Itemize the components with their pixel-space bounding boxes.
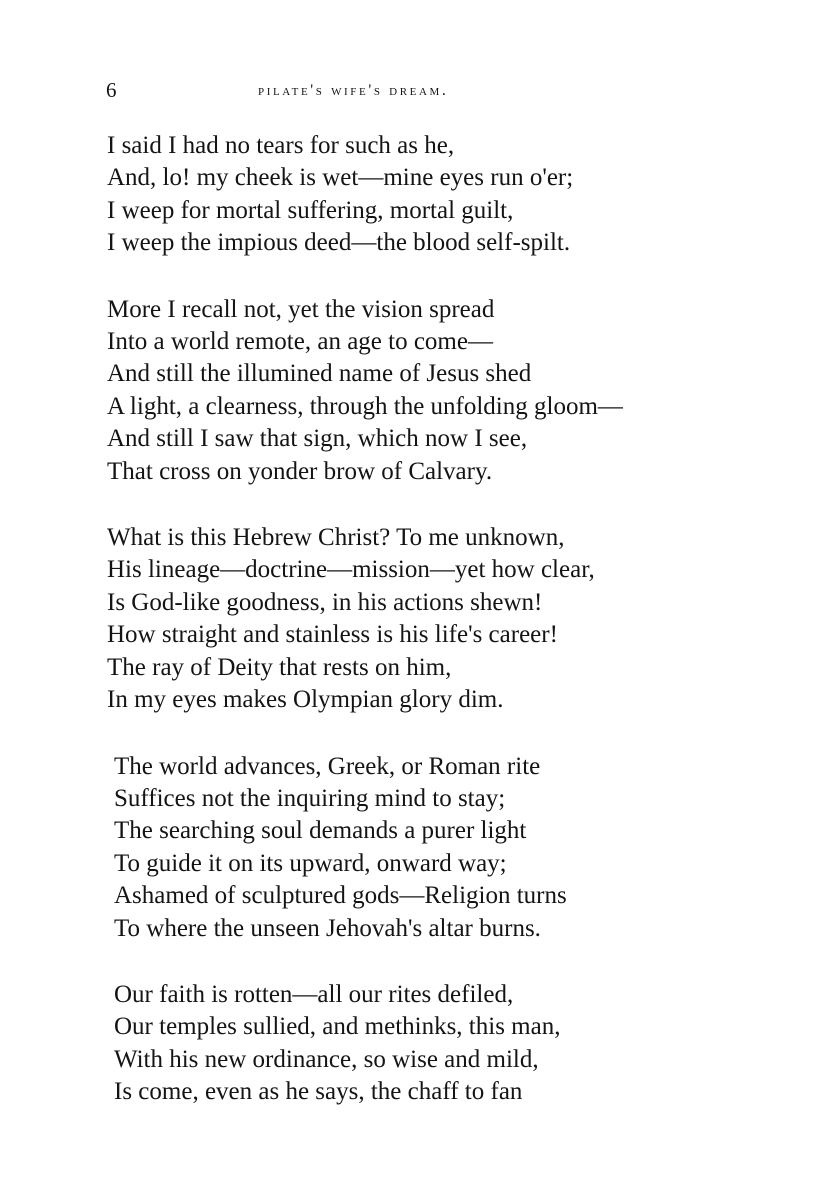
poem-line: Ashamed of sculptured gods—Religion turns xyxy=(114,882,567,910)
poem-line: The ray of Deity that rests on him, xyxy=(107,653,452,681)
poem-line: Our temples sullied, and methinks, this man, xyxy=(114,1013,561,1041)
stanza xyxy=(107,979,807,1109)
running-title: pilate's wife's dream. xyxy=(258,82,449,99)
poem-line: Into a world remote, an age to come— xyxy=(107,328,493,356)
poem-line: I weep the impious deed—the blood self-spilt. xyxy=(107,229,571,257)
poem-line: His lineage—doctrine—mission—yet how clear, xyxy=(107,556,595,584)
stanza xyxy=(107,294,807,488)
poem-line: That cross on yonder brow of Calvary. xyxy=(107,457,493,485)
poem-line: Our faith is rotten—all our rites defiled, xyxy=(114,980,514,1008)
poem-line: Is God-like goodness, in his actions shewn! xyxy=(107,588,543,616)
poem-line: To guide it on its upward, onward way; xyxy=(114,849,507,877)
poem-line: And still the illumined name of Jesus shed xyxy=(107,360,532,388)
page-number: 6 xyxy=(106,78,117,102)
stanza xyxy=(107,130,807,260)
poem-line: I said I had no tears for such as he, xyxy=(107,132,455,159)
poem-body xyxy=(107,130,807,1143)
poem-line: The searching soul demands a purer light xyxy=(114,817,527,845)
poem-line: And still I saw that sign, which now I see, xyxy=(107,425,528,453)
poem-line: What is this Hebrew Christ? To me unknown, xyxy=(107,524,565,552)
stanza xyxy=(107,751,807,945)
poem-line: I weep for mortal suffering, mortal guilt, xyxy=(107,196,514,224)
poem-line: More I recall not, yet the vision spread xyxy=(107,295,495,323)
poem-line: With his new ordinance, so wise and mild, xyxy=(114,1045,539,1073)
poem-line: And, lo! my cheek is wet—mine eyes run o'er; xyxy=(107,164,574,192)
poem-line: Suffices not the inquiring mind to stay; xyxy=(114,784,506,812)
poem-line: Is come, even as he says, the chaff to fan xyxy=(114,1078,523,1106)
stanza xyxy=(107,522,807,716)
poem-line: To where the unseen Jehovah's altar burns. xyxy=(114,914,541,942)
poem-line: A light, a clearness, through the unfolding gloom— xyxy=(107,392,623,420)
poem-line: In my eyes makes Olympian glory dim. xyxy=(107,686,504,714)
poem-line: How straight and stainless is his life's career! xyxy=(107,621,558,649)
poem-line: The world advances, Greek, or Roman rite xyxy=(114,752,541,780)
